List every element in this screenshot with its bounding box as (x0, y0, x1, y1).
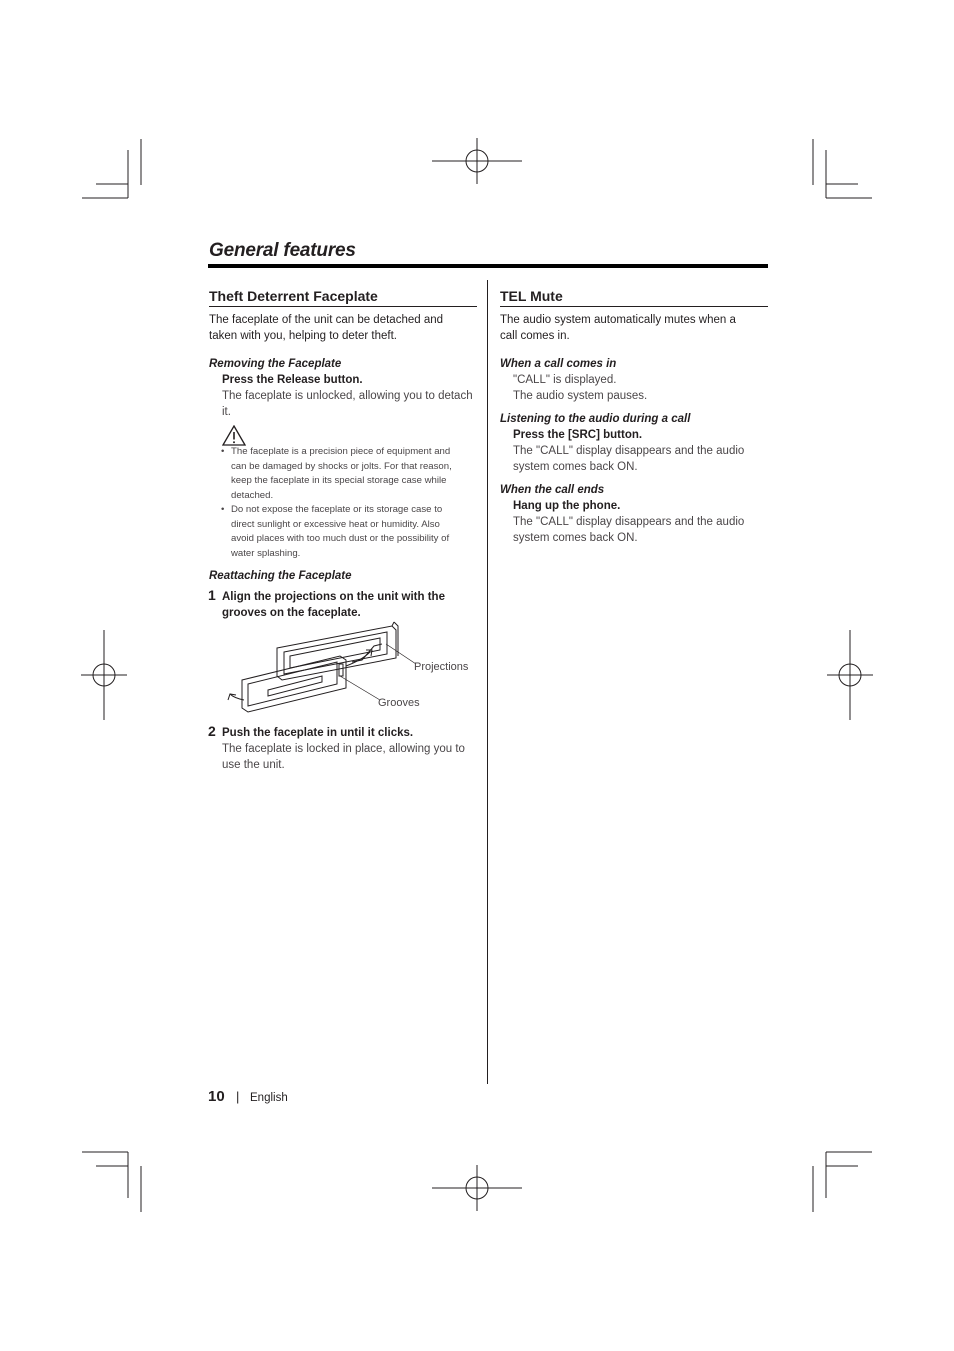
result-line: The "CALL" display disappears and the audio (513, 516, 745, 528)
caution-line: detached. (231, 489, 274, 501)
intro-line: taken with you, helping to deter theft. (209, 330, 397, 342)
result-line: system comes back ON. (513, 461, 638, 473)
caution-list (221, 445, 481, 561)
intro-line: call comes in. (500, 330, 570, 342)
figure-label-projections: Projections (414, 661, 469, 673)
call-comes-text (513, 372, 647, 404)
footer-language: English (250, 1092, 288, 1104)
removing-title: Removing the Faceplate (209, 358, 342, 370)
warning-icon (222, 425, 246, 446)
caution-item (221, 445, 481, 503)
caution-line: can be damaged by shocks or jolts. For that reason, (231, 460, 452, 472)
step2-result (222, 741, 465, 773)
text-line: The audio system pauses. (513, 390, 648, 402)
result-line: system comes back ON. (513, 532, 638, 544)
tel-intro (500, 312, 736, 344)
step-number: 2 (208, 723, 216, 739)
step2-text: Push the faceplate in until it clicks. (222, 727, 414, 739)
column-divider (487, 280, 488, 1084)
removing-action: Press the Release button. (222, 374, 363, 386)
step1-text (222, 589, 445, 621)
caution-line: • Do not expose the faceplate or its storage case to (231, 504, 443, 515)
listening-result (513, 443, 744, 475)
caution-line: avoid places with too much dust or the possibility of (231, 533, 450, 544)
page-number: 10 (208, 1088, 225, 1105)
listening-action: Press the [SRC] button. (513, 429, 643, 441)
page-title: General features (209, 240, 356, 261)
footer-separator: | (236, 1089, 240, 1104)
caution-line: water splashing. (231, 547, 301, 559)
call-ends-action: Hang up the phone. (513, 500, 621, 512)
section-heading-theft: Theft Deterrent Faceplate (209, 288, 477, 307)
theft-intro (209, 312, 443, 344)
result-line: The faceplate is unlocked, allowing you to detach (222, 390, 473, 402)
step-number: 1 (208, 587, 216, 603)
result-line: it. (222, 406, 231, 418)
step-line: grooves on the faceplate. (222, 607, 361, 619)
call-comes-title: When a call comes in (500, 358, 617, 370)
caution-item (221, 503, 481, 561)
caution-line: direct sunlight or excessive heat or humidity. Also (231, 518, 440, 530)
call-ends-title: When the call ends (500, 484, 605, 496)
text-line: "CALL" is displayed. (513, 374, 617, 386)
result-line: use the unit. (222, 759, 285, 771)
listening-title: Listening to the audio during a call (500, 413, 691, 425)
removing-result (222, 388, 473, 420)
step-line: Align the projections on the unit with the (222, 591, 445, 603)
section-heading-tel-mute: TEL Mute (500, 288, 768, 307)
result-line: The faceplate is locked in place, allowing you to (222, 743, 465, 755)
caution-line: • The faceplate is a precision piece of equipment and (231, 446, 451, 457)
call-ends-result (513, 514, 744, 546)
reattaching-title: Reattaching the Faceplate (209, 570, 352, 582)
intro-line: The faceplate of the unit can be detached and (209, 314, 444, 326)
caution-line: keep the faceplate in its special storage case while (231, 475, 447, 486)
result-line: The "CALL" display disappears and the audio (513, 445, 745, 457)
figure-label-grooves: Grooves (378, 697, 420, 709)
intro-line: The audio system automatically mutes when a (500, 314, 736, 326)
title-rule (208, 264, 768, 268)
